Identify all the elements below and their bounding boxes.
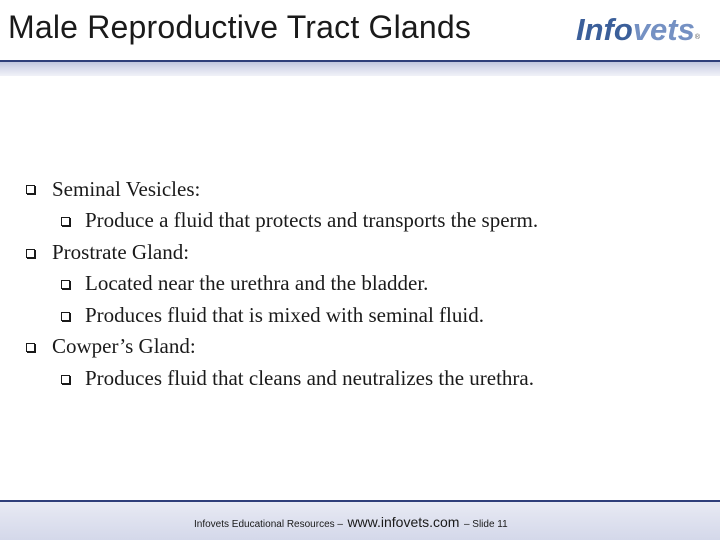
infovets-logo: [576, 10, 700, 50]
square-bullet-icon: [26, 343, 35, 352]
header-bar: [0, 60, 720, 76]
square-bullet-icon: [61, 217, 70, 226]
square-bullet-icon: [26, 249, 35, 258]
footer-slide-number: – Slide 11: [463, 519, 508, 530]
header-divider: [0, 60, 720, 62]
square-bullet-icon: [61, 375, 70, 384]
logo-part-vets: vets: [632, 12, 695, 47]
registered-mark: ®: [694, 34, 701, 41]
footer-url-link[interactable]: www.infovets.com: [347, 514, 460, 530]
sub-list-item-label: Produces fluid that is mixed with seminal fluid.: [85, 303, 484, 327]
square-bullet-icon: [61, 280, 70, 289]
list-item-label: Seminal Vesicles:: [52, 177, 201, 201]
square-bullet-icon: [26, 185, 35, 194]
slide-title: Male Reproductive Tract Glands: [8, 9, 472, 45]
slide-footer: [194, 514, 508, 532]
square-bullet-icon: [61, 312, 70, 321]
sub-list-item-label: Produce a fluid that protects and transports the sperm.: [85, 208, 539, 232]
list-item-label: Prostrate Gland:: [52, 240, 190, 264]
footer-prefix: Infovets Educational Resources –: [194, 519, 343, 530]
footer-divider: [0, 500, 720, 502]
sub-list-item-label: Located near the urethra and the bladder.: [85, 271, 429, 295]
logo-part-info: Info: [576, 12, 633, 47]
list-item-label: Cowper’s Gland:: [52, 334, 196, 358]
sub-list-item-label: Produces fluid that cleans and neutralizes the urethra.: [85, 366, 534, 390]
